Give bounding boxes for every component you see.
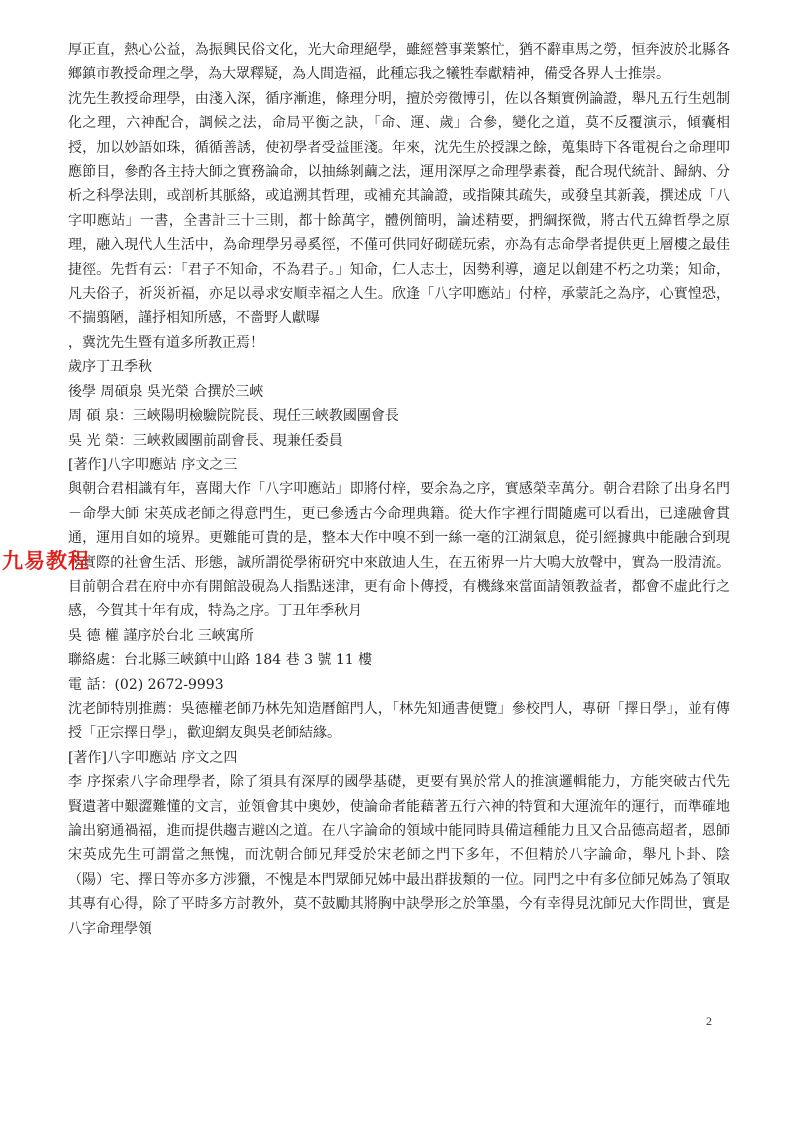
paragraph-text: 與朝合君相識有年，喜聞大作「八字叩應站」即將付梓，要余為之序，實感榮幸萬分。朝合君除了出身名門－命學大師 宋英成老師之得意門生，更已參透古今命理典籍。從大作字裡行間隨處可以看出，已達融會貫通，運用自如的境界。更難能可貴的是，整本大作中嗅不到一絲一毫的江湖氣息，從引經據典中能融合到現今實際的社會生活、形態，誠所謂從學術研究中來啟迪人生，在五術界一片大鳴大放聲中，實為一股清流。目前朝合君在府中亦有開館設硯為人指點迷津，更有命卜傳授，有機緣來當面請領教益者，都會不虛此行之感，今賀其十年有成，特為之序。丁丑年季秋月: [68, 481, 730, 620]
signature-line: 吳 德 權 謹序於台北 三峽寓所: [68, 627, 254, 644]
section-heading-preface-four: [著作]八字叩應站 序文之四: [68, 749, 238, 766]
paragraph-preface-two-ending: [68, 38, 730, 87]
paragraph-teaching: [68, 87, 730, 331]
closing-remark: ，冀沈先生暨有道多所教正焉！: [68, 334, 264, 351]
section-heading-preface-three: [著作]八字叩應站 序文之三: [68, 456, 238, 473]
contact-phone: 電 話：(02) 2672-9993: [68, 676, 224, 693]
paragraph-text: 厚正直，熱心公益，為振興民俗文化，光大命理絕學，雖經營事業繁忙，猶不辭車馬之勞，恒奔波於北縣各鄉鎮市教授命理之學，為大眾釋疑，為人間造福，此種忘我之犧牲奉獻精神，備受各界人士推崇。: [68, 42, 730, 83]
document-body: [68, 38, 730, 941]
date-line: 歲序丁丑季秋: [68, 359, 152, 376]
paragraph-text: 沈老師特別推薦：吳德權老師乃林先知造曆館門人，「林先知通書便覽」參校門人，專研「擇日學」，並有傳授「正宗擇日學」，歡迎網友與吳老師結緣。: [68, 700, 730, 742]
paragraph-preface-four: [68, 770, 730, 941]
contact-address: 聯絡處：台北縣三峽鎮中山路 184 巷 3 號 11 樓: [68, 652, 373, 669]
paragraph-text: 李 序探索八字命理學者，除了須具有深厚的國學基礎，更要有異於常人的推演邏輯能力，方能突破古代先賢遺著中艱澀難懂的文言，並領會其中奧妙，使論命者能藉著五行六神的特質和大運流年的運行，而準確地論出窮通禍福，進而提供趨吉避凶之道。在八字論命的領域中能同時具備這種能力且又合品德高超者，恩師 宋英成先生可謂當之無愧，而沈朝合師兄拜受於宋老師之門下多年，不但精於八字論命，舉凡卜卦、陰（陽）宅、擇日等亦多方涉獵，不愧是本門眾師兄姊中最出群拔類的一位。同門之中有多位師兄姊為了領取其專有心得，除了平時多方討教外，莫不鼓勵其將胸中訣學形之於筆墨，今有幸得見沈師兄大作問世，實是八字命理學領: [68, 774, 730, 937]
paragraph-text: 沈先生教授命理學，由淺入深，循序漸進，條理分明，擅於旁徵博引，佐以各類實例論證，舉凡五行生剋制化之理，六神配合，調候之法，命局平衡之訣，「命、運、歲」合參，變化之道，莫不反覆演示，傾囊相授，加以妙語如珠，循循善誘，使初學者受益匪淺。年來，沈先生於授課之餘，蒐集時下各電視台之命理叩應節目，參酌各主持大師之實務論命，以抽絲剝繭之法，運用深厚之命理學素養，配合現代統計、歸納、分析之科學法則，或剖析其脈絡，或追溯其哲理，或補充其論證，或指陳其疏失，或發皇其新義，撰述成「八字叩應站」一書，全書計三十三則，都十餘萬字，體例簡明，論述精要，捫綱探微，將古代五緯哲學之原理，融入現代人生活中，為命理學另尋奚徑，不僅可供同好砌磋玩索，亦為有志命學者提供更上層樓之最佳捷徑。先哲有云：「君子不知命，不為君子。」知命，仁人志士，因勢利導，適足以創建不朽之功業；知命，凡夫俗子，祈災祈福，亦足以尋求安順幸福之人生。欣逢「八字叩應站」付梓，承蒙託之為序，心實惶恐，不揣翦陋，謹抒相知所感，不嗇野人獻曝: [68, 90, 730, 327]
page-number: 2: [706, 1014, 712, 1028]
author-title-zhou: 周 碩 泉：三峽陽明檢驗院院長、現任三峽教國團會長: [68, 408, 399, 425]
paragraph-recommendation: [68, 697, 730, 746]
paragraph-preface-three: [68, 477, 730, 623]
watermark-logo: 九易教程: [2, 549, 90, 573]
authors-line: 後學 周碩泉 吳光榮 合撰於三峽: [68, 383, 264, 400]
author-title-wu: 吳 光 榮：三峽救國團前副會長、現兼任委員: [68, 432, 343, 449]
